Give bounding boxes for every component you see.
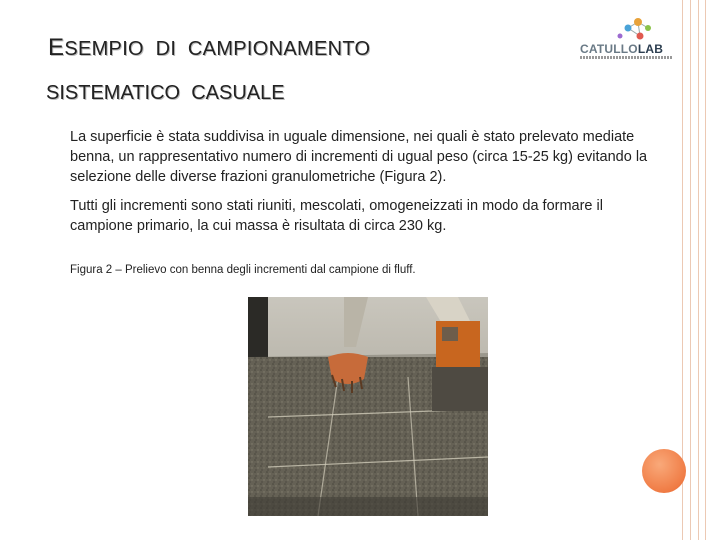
catullolab-logo — [580, 14, 672, 62]
photo-illustration — [248, 297, 488, 516]
title-initial: E — [48, 34, 65, 61]
slide-title-line1 — [48, 34, 370, 62]
decorative-frame-lines — [682, 0, 706, 540]
figure-caption: Figura 2 – Prelievo con benna degli incrementi dal campione di fluff. — [70, 264, 416, 276]
molecule-logo-icon — [580, 14, 672, 44]
logo-word-catullo: CATULLO — [580, 42, 638, 56]
logo-wordmark — [580, 42, 663, 56]
paragraph-subdivision: La superficie è stata suddivisa in uguale dimensione, nei quali è stato prelevato mediate benna, un rappresentativo numero di incrementi di ugual peso (circa 15-25 kg) evitando la selezione delle diverse frazioni granulometriche (Figura 2). — [70, 129, 648, 185]
slide-title-line2: SISTEMATICO CASUALE — [46, 82, 285, 104]
excavator-bucket-photo — [248, 297, 488, 516]
logo-subtitle-strip — [580, 56, 672, 59]
paragraph-primary-sample: Tutti gli incrementi sono stati riuniti, mescolati, omogeneizzati in modo da formare il campione primario, la cui massa è risultata di circa 230 kg. — [70, 198, 603, 234]
title-rest: SEMPIO DI CAMPIONAMENTO — [64, 38, 371, 60]
decorative-orange-circle — [642, 449, 686, 493]
logo-word-lab: LAB — [637, 42, 664, 56]
